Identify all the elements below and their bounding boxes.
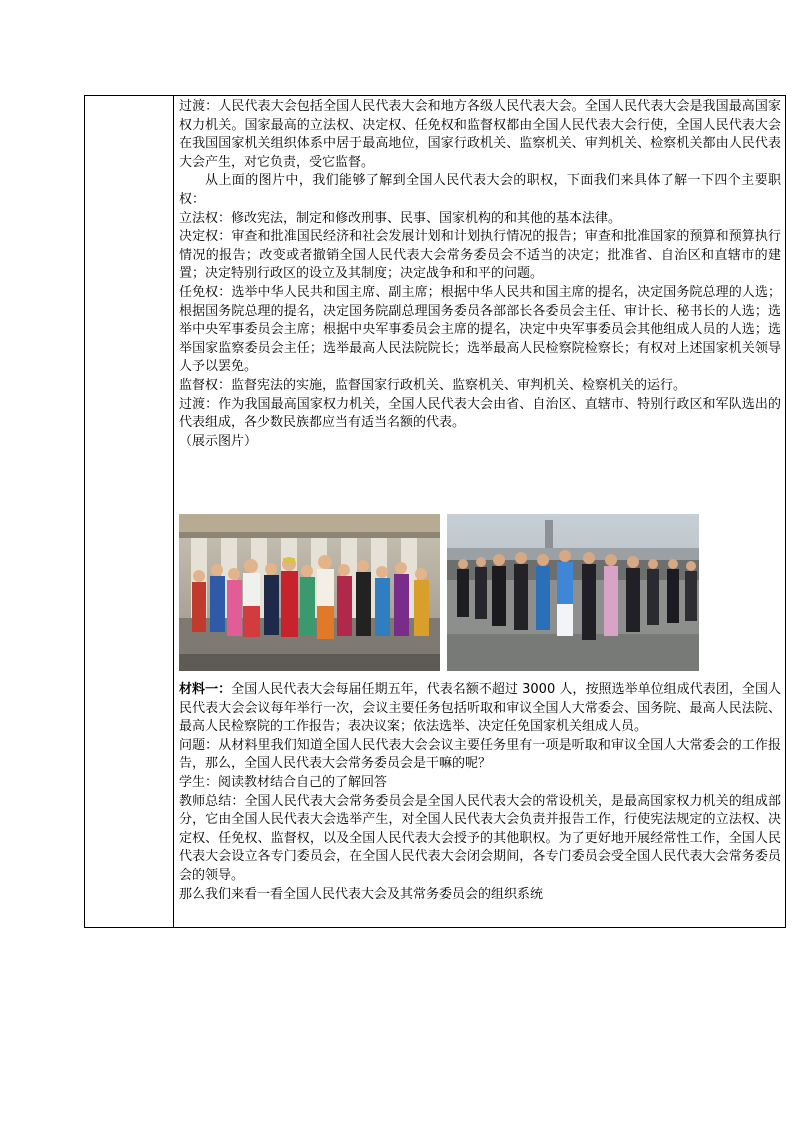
material-label: 材料一： — [179, 682, 232, 697]
photo-deputies-walking — [447, 514, 699, 671]
content-bottom — [179, 681, 781, 904]
paragraph-show-images: （展示图片） — [179, 433, 258, 449]
paragraph-student: 学生：阅读教材结合自己的了解回答 — [179, 774, 388, 790]
paragraph-closing: 那么我们来看一看全国人民代表大会及其常务委员会的组织系统 — [179, 886, 544, 902]
material-text: 全国人民代表大会每届任期五年，代表名额不超过 3000 人，按照选举单位组成代表团，全国人民代表大会会议每年举行一次，会议主要任务包括听取和审议全国人大常委会、国务院、最高人民法院、最高人民检察院的工作报告；表决议案；依法选举、决定任免国家机关组成人员。 — [179, 682, 781, 735]
content-top — [179, 98, 781, 451]
paragraph-transition-1: 过渡：人民代表大会包括全国人民代表大会和地方各级人民代表大会。全国人民代表大会是我国最高国家权力机关。国家最高的立法权、决定权、任免权和监督权都由全国人民代表大会行使，全国人民代表大会在我国国家机关组织体系中居于最高地位，国家行政机关、监察机关、审判机关、检察机关都由人民代表大会产生，对它负责，受它监督。 — [179, 99, 781, 170]
column-divider — [173, 96, 174, 927]
photo-ethnic-deputies — [179, 514, 440, 671]
paragraph-material-one — [179, 681, 781, 737]
paragraph-legislative-power: 立法权：修改宪法，制定和修改刑事、民事、国家机构的和其他的基本法律。 — [179, 210, 622, 226]
paragraph-decision-power: 决定权：审查和批准国民经济和社会发展计划和计划执行情况的报告；审查和批准国家的预算和预算执行情况的报告；改变或者撤销全国人民代表大会常务委员会不适当的决定；批准省、自治区和直辖市的建置；决定特别行政区的设立及其制度；决定战争和和平的问题。 — [179, 229, 781, 282]
paragraph-supervision-power: 监督权：监督宪法的实施，监督国家行政机关、监察机关、审判机关、检察机关的运行。 — [179, 377, 687, 393]
paragraph-question: 问题：从材料里我们知道全国人民代表大会会议主要任务里有一项是听取和审议全国人大常委会的工作报告，那么，全国人民代表大会常务委员会是干嘛的呢？ — [179, 737, 781, 772]
paragraph-intro-powers: 从上面的图片中，我们能够了解到全国人民代表大会的职权，下面我们来具体了解一下四个主要职权： — [179, 173, 781, 207]
paragraph-transition-2: 过渡：作为我国最高国家权力机关，全国人民代表大会由省、自治区、直辖市、特别行政区和军队选出的代表组成，各少数民族都应当有适当名额的代表。 — [179, 396, 781, 431]
paragraph-teacher-summary: 教师总结：全国人民代表大会常务委员会是全国人民代表大会的常设机关，是最高国家权力机关的组成部分，它由全国人民代表大会选举产生，对全国人民代表大会负责并报告工作，行使宪法规定的立法权、决定权、任免权、监督权，以及全国人民代表大会授予的其他职权。为了更好地开展经常性工作，全国人民代表大会设立各专门委员会，在全国人民代表大会闭会期间，各专门委员会受全国人民代表大会常务委员会的领导。 — [179, 793, 781, 883]
lesson-table — [84, 95, 786, 928]
photo-row — [179, 514, 781, 674]
paragraph-appointment-power: 任免权：选举中华人民共和国主席、副主席；根据中华人民共和国主席的提名，决定国务院总理的人选；根据国务院总理的提名，决定国务院副总理国务委员各部部长各委员会主任、审计长、秘书长的人选；选举中央军事委员会主席；根据中央军事委员会主席的提名，决定中央军事委员会其他组成人员的人选；选举国家监察委员会主任；选举最高人民法院院长；选举最高人民检察院检察长；有权对上述国家机关领导人予以罢免。 — [179, 284, 781, 375]
